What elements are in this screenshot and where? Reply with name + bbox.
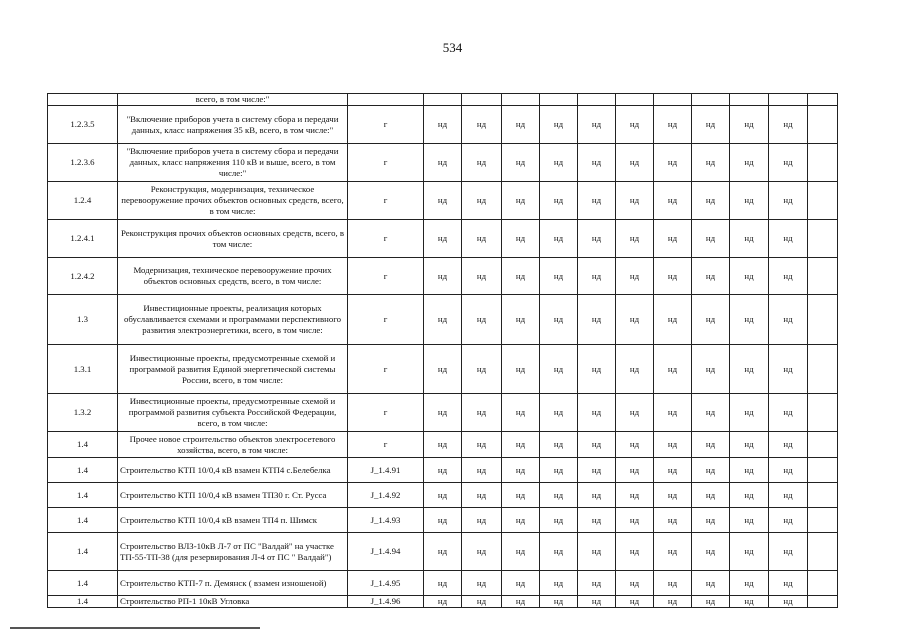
value-cell: нд [462, 458, 502, 483]
value-cell: нд [578, 144, 616, 182]
value-cell: нд [769, 533, 808, 571]
value-cell: нд [462, 508, 502, 533]
row-number [48, 94, 118, 106]
value-cell: нд [502, 458, 540, 483]
value-cell: нд [692, 571, 730, 596]
value-cell: нд [654, 508, 692, 533]
value-cell: нд [616, 394, 654, 432]
value-cell: нд [424, 394, 462, 432]
value-cell: нд [578, 394, 616, 432]
value-cell [692, 94, 730, 106]
value-cell: нд [769, 596, 808, 608]
row-number: 1.2.4.2 [48, 258, 118, 295]
table-row [48, 596, 838, 608]
value-cell: нд [730, 182, 769, 220]
value-cell: нд [424, 106, 462, 144]
value-cell: нд [578, 295, 616, 345]
row-code [348, 94, 424, 106]
row-code: J_1.4.95 [348, 571, 424, 596]
row-title: Строительство КТП 10/0,4 кВ взамен ТП30 г. Ст. Русса [118, 483, 348, 508]
value-cell: нд [769, 258, 808, 295]
value-cell: нд [502, 295, 540, 345]
value-cell: нд [578, 345, 616, 394]
value-cell: нд [616, 295, 654, 345]
value-cell [578, 94, 616, 106]
value-cell: нд [424, 533, 462, 571]
value-cell: нд [616, 144, 654, 182]
row-code: г [348, 106, 424, 144]
value-cell: нд [502, 345, 540, 394]
value-cell: нд [692, 144, 730, 182]
row-number: 1.2.4 [48, 182, 118, 220]
row-number: 1.4 [48, 508, 118, 533]
row-title: Строительство КТП 10/0,4 кВ взамен ТП4 п. Шимск [118, 508, 348, 533]
row-title: Реконструкция прочих объектов основных средств, всего, в том числе: [118, 220, 348, 258]
value-cell [808, 596, 838, 608]
value-cell: нд [462, 533, 502, 571]
value-cell: нд [730, 533, 769, 571]
value-cell: нд [578, 432, 616, 458]
row-title: Строительство КТП 10/0,4 кВ взамен КТП4 с.Белебелка [118, 458, 348, 483]
value-cell: нд [424, 345, 462, 394]
value-cell: нд [654, 345, 692, 394]
value-cell: нд [502, 508, 540, 533]
value-cell: нд [424, 144, 462, 182]
table-body [48, 94, 838, 608]
value-cell [540, 94, 578, 106]
value-cell: нд [540, 571, 578, 596]
value-cell: нд [654, 106, 692, 144]
row-title: Строительство РП-1 10кВ Угловка [118, 596, 348, 608]
row-title: Строительство КТП-7 п. Демянск ( взамен изношеной) [118, 571, 348, 596]
value-cell: нд [654, 533, 692, 571]
row-number: 1.4 [48, 483, 118, 508]
row-number: 1.4 [48, 571, 118, 596]
value-cell [462, 94, 502, 106]
value-cell: нд [462, 345, 502, 394]
value-cell: нд [654, 483, 692, 508]
value-cell [808, 458, 838, 483]
value-cell [654, 94, 692, 106]
value-cell: нд [502, 596, 540, 608]
row-title: "Включение приборов учета в систему сбора и передачи данных, класс напряжения 110 кВ и выше, всего, в том числе:" [118, 144, 348, 182]
value-cell: нд [540, 144, 578, 182]
value-cell: нд [692, 432, 730, 458]
value-cell [808, 432, 838, 458]
value-cell: нд [769, 394, 808, 432]
value-cell: нд [654, 432, 692, 458]
value-cell: нд [769, 106, 808, 144]
value-cell: нд [502, 432, 540, 458]
investment-table [47, 93, 838, 608]
row-code: г [348, 345, 424, 394]
value-cell: нд [654, 220, 692, 258]
value-cell: нд [769, 220, 808, 258]
value-cell: нд [730, 258, 769, 295]
value-cell: нд [616, 432, 654, 458]
value-cell: нд [540, 220, 578, 258]
value-cell: нд [424, 571, 462, 596]
value-cell: нд [502, 483, 540, 508]
row-number: 1.4 [48, 596, 118, 608]
row-code: J_1.4.91 [348, 458, 424, 483]
row-number: 1.2.3.6 [48, 144, 118, 182]
value-cell: нд [462, 432, 502, 458]
value-cell: нд [424, 295, 462, 345]
value-cell: нд [769, 144, 808, 182]
value-cell: нд [692, 483, 730, 508]
value-cell: нд [692, 106, 730, 144]
row-code: г [348, 394, 424, 432]
value-cell: нд [769, 432, 808, 458]
value-cell: нд [769, 458, 808, 483]
value-cell: нд [692, 533, 730, 571]
value-cell: нд [654, 295, 692, 345]
value-cell: нд [730, 483, 769, 508]
row-title: Реконструкция, модернизация, техническое перевооружение прочих объектов основных средств, всего, в том числе: [118, 182, 348, 220]
value-cell: нд [769, 483, 808, 508]
value-cell: нд [616, 258, 654, 295]
value-cell: нд [730, 596, 769, 608]
value-cell [808, 220, 838, 258]
value-cell: нд [424, 508, 462, 533]
value-cell: нд [540, 295, 578, 345]
value-cell: нд [578, 596, 616, 608]
table-row [48, 295, 838, 345]
value-cell: нд [730, 508, 769, 533]
table-row [48, 508, 838, 533]
value-cell: нд [540, 432, 578, 458]
value-cell: нд [730, 144, 769, 182]
footer-rule [10, 627, 260, 629]
value-cell: нд [730, 571, 769, 596]
value-cell: нд [462, 394, 502, 432]
value-cell: нд [769, 182, 808, 220]
value-cell: нд [424, 258, 462, 295]
table-row [48, 483, 838, 508]
value-cell: нд [424, 432, 462, 458]
table-row [48, 144, 838, 182]
row-code: г [348, 182, 424, 220]
value-cell: нд [692, 596, 730, 608]
value-cell: нд [616, 508, 654, 533]
value-cell: нд [578, 182, 616, 220]
value-cell [808, 483, 838, 508]
value-cell [808, 571, 838, 596]
value-cell: нд [654, 394, 692, 432]
table-row [48, 394, 838, 432]
value-cell: нд [424, 182, 462, 220]
row-number: 1.2.4.1 [48, 220, 118, 258]
value-cell: нд [616, 106, 654, 144]
row-title: Модернизация, техническое перевооружение прочих объектов основных средств, всего, в том числе: [118, 258, 348, 295]
value-cell: нд [540, 533, 578, 571]
value-cell: нд [502, 258, 540, 295]
value-cell: нд [692, 394, 730, 432]
value-cell: нд [578, 508, 616, 533]
value-cell: нд [578, 258, 616, 295]
value-cell [424, 94, 462, 106]
value-cell: нд [462, 571, 502, 596]
row-number: 1.2.3.5 [48, 106, 118, 144]
value-cell: нд [502, 533, 540, 571]
value-cell: нд [730, 394, 769, 432]
value-cell: нд [692, 258, 730, 295]
row-code: J_1.4.93 [348, 508, 424, 533]
row-title: Инвестиционные проекты, предусмотренные схемой и программой развития субъекта Российской Федерации, всего, в том числе: [118, 394, 348, 432]
value-cell: нд [540, 345, 578, 394]
value-cell: нд [578, 533, 616, 571]
value-cell: нд [462, 144, 502, 182]
value-cell [808, 295, 838, 345]
value-cell: нд [578, 220, 616, 258]
value-cell: нд [462, 220, 502, 258]
value-cell: нд [730, 295, 769, 345]
value-cell: нд [654, 144, 692, 182]
value-cell [808, 106, 838, 144]
value-cell: нд [616, 571, 654, 596]
value-cell: нд [578, 458, 616, 483]
row-number: 1.3 [48, 295, 118, 345]
value-cell: нд [769, 295, 808, 345]
value-cell: нд [424, 458, 462, 483]
value-cell: нд [502, 571, 540, 596]
value-cell [808, 258, 838, 295]
row-title: Строительство ВЛЗ-10кВ Л-7 от ПС "Валдай" на участке ТП-55-ТП-38 (для резервирования Л-4 от ПС " Валдай") [118, 533, 348, 571]
value-cell: нд [462, 295, 502, 345]
table-row [48, 432, 838, 458]
value-cell [808, 533, 838, 571]
value-cell: нд [578, 483, 616, 508]
value-cell: нд [654, 182, 692, 220]
value-cell: нд [502, 220, 540, 258]
table-row [48, 258, 838, 295]
row-title: всего, в том числе:" [118, 94, 348, 106]
table-row [48, 220, 838, 258]
value-cell [808, 94, 838, 106]
value-cell: нд [730, 432, 769, 458]
value-cell: нд [462, 596, 502, 608]
row-number: 1.3.1 [48, 345, 118, 394]
value-cell [808, 508, 838, 533]
value-cell: нд [616, 533, 654, 571]
row-code: г [348, 144, 424, 182]
value-cell: нд [462, 483, 502, 508]
value-cell: нд [578, 571, 616, 596]
value-cell: нд [540, 596, 578, 608]
value-cell: нд [462, 182, 502, 220]
row-code: г [348, 220, 424, 258]
value-cell: нд [540, 508, 578, 533]
value-cell: нд [502, 394, 540, 432]
value-cell: нд [616, 483, 654, 508]
row-title: Прочее новое строительство объектов электросетевого хозяйства, всего, в том числе: [118, 432, 348, 458]
value-cell: нд [424, 483, 462, 508]
row-title: Инвестиционные проекты, реализация которых обуславливается схемами и программами перспективного развития электроэнергетики, всего, в том числе: [118, 295, 348, 345]
value-cell: нд [616, 220, 654, 258]
value-cell: нд [578, 106, 616, 144]
value-cell [769, 94, 808, 106]
value-cell: нд [502, 144, 540, 182]
value-cell: нд [692, 458, 730, 483]
table-row [48, 94, 838, 106]
value-cell: нд [654, 258, 692, 295]
value-cell: нд [540, 394, 578, 432]
value-cell: нд [424, 220, 462, 258]
table-row [48, 182, 838, 220]
value-cell: нд [540, 182, 578, 220]
value-cell: нд [540, 458, 578, 483]
value-cell [808, 182, 838, 220]
table-row [48, 345, 838, 394]
table-row [48, 106, 838, 144]
value-cell [502, 94, 540, 106]
row-code: J_1.4.96 [348, 596, 424, 608]
row-code: J_1.4.94 [348, 533, 424, 571]
value-cell: нд [616, 345, 654, 394]
value-cell [616, 94, 654, 106]
value-cell [730, 94, 769, 106]
row-code: г [348, 432, 424, 458]
value-cell: нд [616, 596, 654, 608]
value-cell: нд [540, 258, 578, 295]
table-row [48, 533, 838, 571]
value-cell: нд [424, 596, 462, 608]
value-cell [808, 394, 838, 432]
table-row [48, 458, 838, 483]
row-number: 1.4 [48, 432, 118, 458]
value-cell: нд [692, 295, 730, 345]
value-cell: нд [692, 182, 730, 220]
value-cell [808, 345, 838, 394]
value-cell: нд [462, 258, 502, 295]
value-cell: нд [769, 571, 808, 596]
row-code: J_1.4.92 [348, 483, 424, 508]
value-cell: нд [730, 220, 769, 258]
value-cell: нд [502, 106, 540, 144]
value-cell: нд [730, 345, 769, 394]
value-cell: нд [692, 345, 730, 394]
value-cell [808, 144, 838, 182]
row-code: г [348, 258, 424, 295]
value-cell: нд [616, 182, 654, 220]
row-title: "Включение приборов учета в систему сбора и передачи данных, класс напряжения 35 кВ, всего, в том числе:" [118, 106, 348, 144]
row-code: г [348, 295, 424, 345]
value-cell: нд [462, 106, 502, 144]
value-cell: нд [730, 458, 769, 483]
row-number: 1.4 [48, 533, 118, 571]
value-cell: нд [540, 483, 578, 508]
value-cell: нд [692, 508, 730, 533]
value-cell: нд [654, 571, 692, 596]
value-cell: нд [692, 220, 730, 258]
value-cell: нд [654, 596, 692, 608]
row-title: Инвестиционные проекты, предусмотренные схемой и программой развития Единой энергетической системы России, всего, в том числе: [118, 345, 348, 394]
value-cell: нд [769, 345, 808, 394]
table-row [48, 571, 838, 596]
value-cell: нд [730, 106, 769, 144]
value-cell: нд [540, 106, 578, 144]
page-number: 534 [442, 40, 463, 55]
value-cell: нд [616, 458, 654, 483]
row-number: 1.4 [48, 458, 118, 483]
value-cell: нд [769, 508, 808, 533]
value-cell: нд [502, 182, 540, 220]
value-cell: нд [654, 458, 692, 483]
row-number: 1.3.2 [48, 394, 118, 432]
